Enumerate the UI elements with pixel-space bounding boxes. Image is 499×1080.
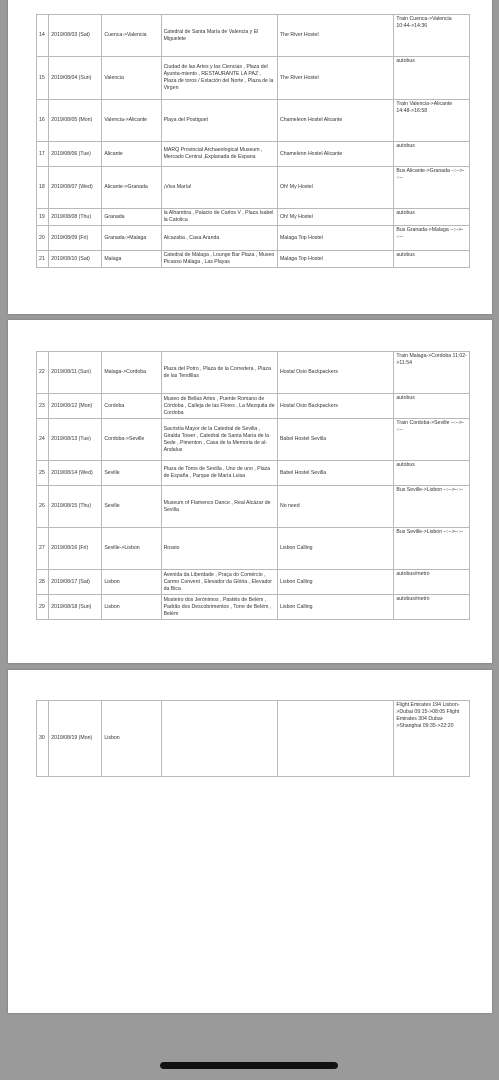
route-cell: Malaga <box>102 251 161 268</box>
sights-cell: Mosteiro dos Jerónimos , Pastéis de Belém , Padrão dos Descobrimentos , Torre de Belém , Belém <box>161 595 277 620</box>
route-cell: Alicante <box>102 142 161 167</box>
day-number-cell: 17 <box>37 142 49 167</box>
table-row <box>37 595 470 620</box>
date-cell: 2019/08/06 (Tue) <box>49 142 102 167</box>
route-cell: Seville->Lisbon <box>102 528 161 570</box>
day-number-cell: 23 <box>37 394 49 419</box>
hotel-cell: The River Hostel <box>277 15 393 57</box>
sights-cell: Playa del Postiguet <box>161 100 277 142</box>
day-number-cell: 28 <box>37 570 49 595</box>
hotel-cell: Malaga Top Hostel <box>277 251 393 268</box>
transport-cell: Bus Granada->Malaga --:-->--:-- <box>394 226 470 251</box>
date-cell: 2019/08/17 (Sat) <box>49 570 102 595</box>
transport-cell: autobus <box>394 461 470 486</box>
hotel-cell: Hostal Osio Backpackers <box>277 394 393 419</box>
date-cell: 2019/08/15 (Thu) <box>49 486 102 528</box>
sights-cell: Museo de Bellas Artes , Puente Romano de Córdoba , Calleja de las Flores , La Mezquita de Cordoba <box>161 394 277 419</box>
day-number-cell: 15 <box>37 57 49 100</box>
sights-cell: Museum of Flamenco Dance , Real Alcázar de Sevilla <box>161 486 277 528</box>
date-cell: 2019/08/09 (Fri) <box>49 226 102 251</box>
route-cell: Valencia <box>102 57 161 100</box>
day-number-cell: 30 <box>37 701 49 777</box>
hotel-cell: Babel Hostel Sevilla <box>277 461 393 486</box>
table-row <box>37 701 470 777</box>
hotel-cell: Oh! My Hostel <box>277 209 393 226</box>
day-number-cell: 25 <box>37 461 49 486</box>
transport-cell: Train Malaga->Cordoba 11:02->11:54 <box>394 352 470 394</box>
sights-cell: Alcazaba , Casa Aranda <box>161 226 277 251</box>
route-cell: Seville <box>102 486 161 528</box>
itinerary-table <box>36 700 470 777</box>
date-cell: 2019/08/13 (Tue) <box>49 419 102 461</box>
date-cell: 2019/08/08 (Thu) <box>49 209 102 226</box>
table-row <box>37 226 470 251</box>
transport-cell: Flight Emirates 194 Lisbon->Dubai 09:15->08:05 Flight Emirates 304 Dubai->Shanghai 09:35->22:20 <box>394 701 470 777</box>
itinerary-table <box>36 14 470 268</box>
transport-cell: Train Cordoba->Seville --:-->--:-- <box>394 419 470 461</box>
sights-cell: Catedral de Santa María de Valencia y El Miguelete <box>161 15 277 57</box>
date-cell: 2019/08/14 (Wed) <box>49 461 102 486</box>
document-page-3 <box>8 670 492 1013</box>
date-cell: 2019/08/16 (Fri) <box>49 528 102 570</box>
route-cell: Seville <box>102 461 161 486</box>
transport-cell: Train Cuenca->Valencia 10:44->14:36 <box>394 15 470 57</box>
day-number-cell: 21 <box>37 251 49 268</box>
sights-cell: Avenida da Liberdade , Praça do Comércio , Carmo Convent , Elevador da Glória , Elevador da Bica <box>161 570 277 595</box>
route-cell: Malaga->Cordoba <box>102 352 161 394</box>
hotel-cell: Hostal Osio Backpackers <box>277 352 393 394</box>
hotel-cell <box>277 701 393 777</box>
sights-cell: Sacristía Mayor de la Catedral de Sevilla , Giralda Tower , Catedral de Santa María de la Sede , Pimenton , Casa de la Memoria de al-Andalus <box>161 419 277 461</box>
date-cell: 2019/08/19 (Mon) <box>49 701 102 777</box>
route-cell: Lisbon <box>102 595 161 620</box>
sights-cell: Plaza del Potro , Plaza de la Corredera , Plaza de las Tendillas <box>161 352 277 394</box>
transport-cell: Bus Alicante->Granada --:-->--:-- <box>394 167 470 209</box>
table-row <box>37 100 470 142</box>
date-cell: 2019/08/07 (Wed) <box>49 167 102 209</box>
route-cell: Alicante->Granada <box>102 167 161 209</box>
hotel-cell: Lisbon Calling <box>277 570 393 595</box>
transport-cell: autobus <box>394 251 470 268</box>
table-row <box>37 209 470 226</box>
route-cell: Lisbon <box>102 701 161 777</box>
transport-cell: autobus <box>394 142 470 167</box>
route-cell: Granada->Malaga <box>102 226 161 251</box>
itinerary-table <box>36 351 470 620</box>
day-number-cell: 27 <box>37 528 49 570</box>
table-row <box>37 15 470 57</box>
document-page-2 <box>8 320 492 663</box>
sights-cell: MARQ Provincial Archaeological Museum , Mercado Central ,Explanada de Espana <box>161 142 277 167</box>
transport-cell: Bus Seville->Lisbon --:-->--:-- <box>394 486 470 528</box>
date-cell: 2019/08/05 (Mon) <box>49 100 102 142</box>
sights-cell: Rossio <box>161 528 277 570</box>
date-cell: 2019/08/18 (Sun) <box>49 595 102 620</box>
table-row <box>37 486 470 528</box>
transport-cell: autobus/metro <box>394 595 470 620</box>
hotel-cell: The River Hostel <box>277 57 393 100</box>
day-number-cell: 19 <box>37 209 49 226</box>
hotel-cell: No need <box>277 486 393 528</box>
transport-cell: Bus Seville->Lisbon --:-->--:-- <box>394 528 470 570</box>
route-cell: Cordoba <box>102 394 161 419</box>
hotel-cell: Babel Hostel Sevilla <box>277 419 393 461</box>
transport-cell: autobus <box>394 209 470 226</box>
table-row <box>37 167 470 209</box>
date-cell: 2019/08/11 (Sun) <box>49 352 102 394</box>
sights-cell: la Alhambra , Palacio de Carlos V , Plaza Isabel la Catolica <box>161 209 277 226</box>
route-cell: Cuenca->Valencia <box>102 15 161 57</box>
table-row <box>37 142 470 167</box>
hotel-cell: Lisbon Calling <box>277 528 393 570</box>
hotel-cell: Chameleon Hostel Alicante <box>277 142 393 167</box>
route-cell: Valencia->Alicante <box>102 100 161 142</box>
table-row <box>37 394 470 419</box>
document-page-1 <box>8 0 492 314</box>
date-cell: 2019/08/10 (Sat) <box>49 251 102 268</box>
day-number-cell: 26 <box>37 486 49 528</box>
transport-cell: Train Valencia->Alicante 14:48->16:58 <box>394 100 470 142</box>
route-cell: Lisbon <box>102 570 161 595</box>
table-row <box>37 352 470 394</box>
route-cell: Cordoba->Seville <box>102 419 161 461</box>
day-number-cell: 16 <box>37 100 49 142</box>
table-row <box>37 528 470 570</box>
sights-cell: ¡Viva María! <box>161 167 277 209</box>
route-cell: Granada <box>102 209 161 226</box>
day-number-cell: 20 <box>37 226 49 251</box>
transport-cell: autobus <box>394 394 470 419</box>
day-number-cell: 18 <box>37 167 49 209</box>
date-cell: 2019/08/03 (Sat) <box>49 15 102 57</box>
sights-cell: Plaza de Toros de Sevilla , Uno de uno , Plaza de España , Parque de María Luisa <box>161 461 277 486</box>
sights-cell <box>161 701 277 777</box>
date-cell: 2019/08/04 (Sun) <box>49 57 102 100</box>
transport-cell: autobus <box>394 57 470 100</box>
table-row <box>37 419 470 461</box>
hotel-cell: Chameleon Hostel Alicante <box>277 100 393 142</box>
table-row <box>37 570 470 595</box>
hotel-cell: Lisbon Calling <box>277 595 393 620</box>
day-number-cell: 24 <box>37 419 49 461</box>
table-row <box>37 461 470 486</box>
sights-cell: Ciudad de las Artes y las Ciencias , Plaza del Ayunta-miento , RESTAURANTE LA PAZ , Plaza de toros / Estación del Norte , Plaza de la Virgen <box>161 57 277 100</box>
date-cell: 2019/08/12 (Mon) <box>49 394 102 419</box>
hotel-cell: Malaga Top Hostel <box>277 226 393 251</box>
sights-cell: Catedral de Málaga , Lounge Bar Plaza , Museo Picasso Málaga , Las Playas <box>161 251 277 268</box>
day-number-cell: 14 <box>37 15 49 57</box>
transport-cell: autobus/metro <box>394 570 470 595</box>
day-number-cell: 22 <box>37 352 49 394</box>
table-row <box>37 251 470 268</box>
hotel-cell: Oh! My Hostel <box>277 167 393 209</box>
day-number-cell: 29 <box>37 595 49 620</box>
home-indicator[interactable] <box>160 1062 338 1069</box>
table-row <box>37 57 470 100</box>
